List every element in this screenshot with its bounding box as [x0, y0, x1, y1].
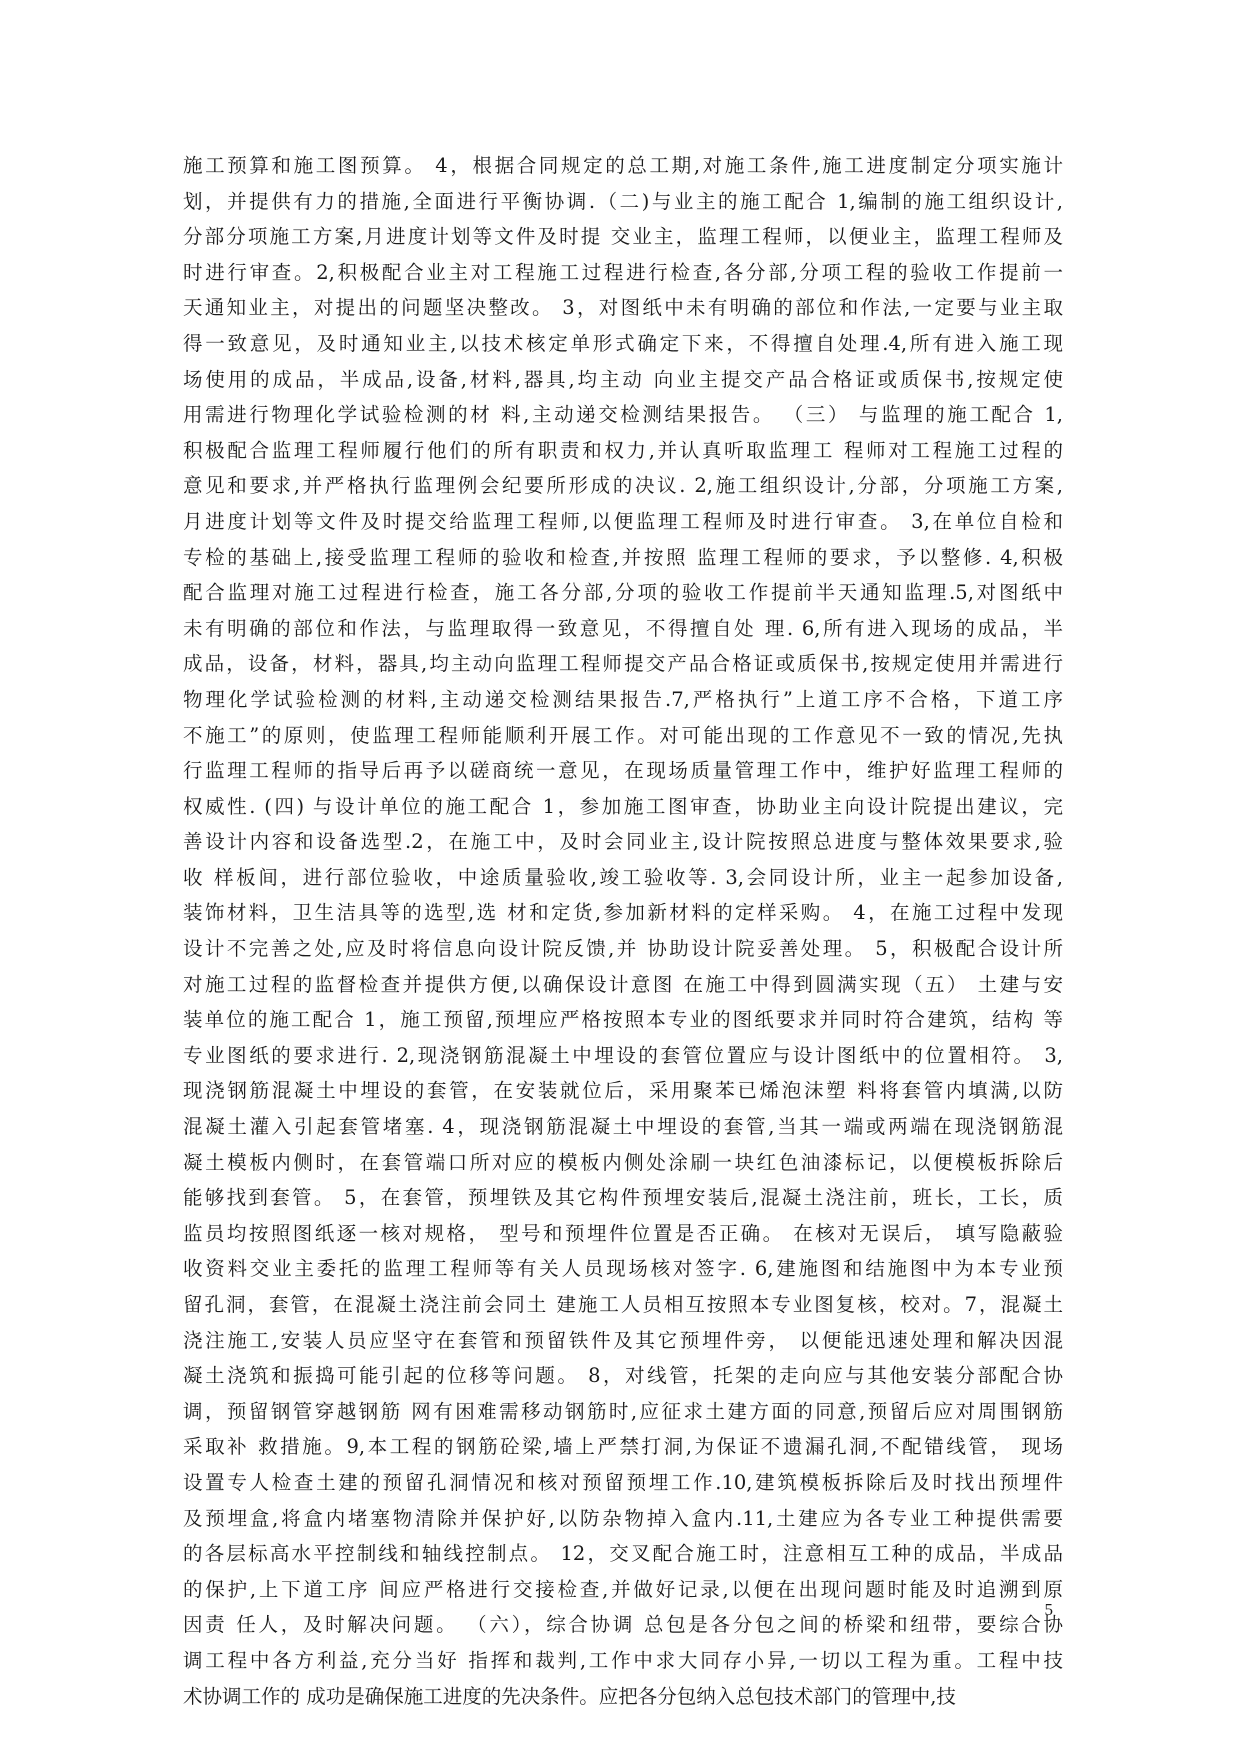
text-line: 现浇钢筋混凝土中埋设的套管，在安装就位后，采用聚苯已烯泡沫塑 料将套管内填满,以防: [183, 1079, 1063, 1103]
text-line: 时进行审查。2,积极配合业主对工程施工过程进行检查,各分部,分项工程的验收工作提前一: [183, 260, 1063, 284]
text-line: 物理化学试验检测的材料,主动递交检测结果报告.7,严格执行”上道工序不合格，下道工序: [183, 687, 1063, 711]
text-line: 得一致意见，及时通知业主,以技术核定单形式确定下来，不得擅自处理.4,所有进入施工现: [183, 331, 1063, 355]
text-line: 监员均按照图纸逐一核对规格， 型号和预埋件位置是否正确。 在核对无误后， 填写隐蔽验: [183, 1221, 1063, 1245]
text-line: 积极配合监理工程师履行他们的所有职责和权力,并认真听取监理工 程师对工程施工过程的: [183, 438, 1063, 462]
text-line: 混凝土灌入引起套管堵塞. 4，现浇钢筋混凝土中埋设的套管,当其一端或两端在现浇钢筋混: [183, 1115, 1063, 1139]
text-line: 天通知业主，对提出的问题坚决整改。 3，对图纸中未有明确的部位和作法,一定要与业主取: [183, 296, 1063, 320]
text-line: 场使用的成品，半成品,设备,材料,器具,均主动 向业主提交产品合格证或质保书,按规定使: [183, 367, 1063, 391]
text-line: 装饰材料，卫生洁具等的选型,选 材和定货,参加新材料的定样采购。 4，在施工过程中发现: [183, 901, 1063, 925]
text-line: 的各层标高水平控制线和轴线控制点。 12，交叉配合施工时，注意相互工种的成品，半成品: [183, 1542, 1063, 1566]
text-line: 设计不完善之处,应及时将信息向设计院反馈,并 协助设计院妥善处理。 5，积极配合设计所: [183, 937, 1063, 961]
text-line: 及预埋盒,将盒内堵塞物清除并保护好,以防杂物掉入盒内.11,土建应为各专业工种提供需要: [183, 1506, 1063, 1530]
text-line: 未有明确的部位和作法，与监理取得一致意见，不得擅自处 理. 6,所有进入现场的成品，半: [183, 616, 1063, 640]
text-line: 月进度计划等文件及时提交给监理工程师,以便监理工程师及时进行审查。 3,在单位自检和: [183, 509, 1063, 533]
text-line: 成品，设备，材料，器具,均主动向监理工程师提交产品合格证或质保书,按规定使用并需进行: [183, 652, 1063, 676]
text-line: 术协调工作的 成功是确保施工进度的先决条件。应把各分包纳入总包技术部门的管理中,技: [183, 1684, 956, 1708]
text-line: 收 样板间，进行部位验收，中途质量验收,竣工验收等. 3,会同设计所，业主一起参加设备,: [183, 865, 1063, 889]
text-line: 专检的基础上,接受监理工程师的验收和检查,并按照 监理工程师的要求，予以整修. 4,积极: [183, 545, 1063, 569]
text-line: 浇注施工,安装人员应坚守在套管和预留铁件及其它预埋件旁， 以便能迅速处理和解决因混: [183, 1328, 1063, 1352]
text-line: 不施工”的原则，使监理工程师能顺利开展工作。对可能出现的工作意见不一致的情况,先执: [183, 723, 1063, 747]
text-line: 因责 任人，及时解决问题。 （六），综合协调 总包是各分包之间的桥梁和纽带，要综合协: [183, 1613, 1063, 1637]
text-line: 行监理工程师的指导后再予以磋商统一意见，在现场质量管理工作中，维护好监理工程师的: [183, 759, 1063, 783]
text-line: 施工预算和施工图预算。 4，根据合同规定的总工期,对施工条件,施工进度制定分项实施计: [183, 154, 1063, 177]
page-number: 5: [1044, 1600, 1053, 1619]
text-line: 的保护,上下道工序 间应严格进行交接检查,并做好记录,以便在出现问题时能及时追溯到原: [183, 1577, 1063, 1601]
text-line: 划，并提供有力的措施,全面进行平衡协调.（二)与业主的施工配合 1,编制的施工组织设计,: [183, 189, 1063, 213]
text-line: 分部分项施工方案,月进度计划等文件及时提 交业主，监理工程师，以便业主，监理工程师及: [183, 225, 1063, 249]
text-line: 用需进行物理化学试验检测的材 料,主动递交检测结果报告。 （三） 与监理的施工配合 1,: [183, 403, 1063, 427]
text-line: 调，预留钢管穿越钢筋 网有困难需移动钢筋时,应征求土建方面的同意,预留后应对周围钢筋: [183, 1399, 1063, 1423]
text-line: 装单位的施工配合 1，施工预留,预埋应严格按照本专业的图纸要求并同时符合建筑，结构 等: [183, 1008, 1063, 1032]
text-line: 凝土浇筑和振捣可能引起的位移等问题。 8，对线管，托架的走向应与其他安装分部配合协: [183, 1364, 1063, 1388]
text-line: 设置专人检查土建的预留孔洞情况和核对预留预埋工作.10,建筑模板拆除后及时找出预埋件: [183, 1470, 1063, 1494]
text-line: 权威性. (四) 与设计单位的施工配合 1，参加施工图审查，协助业主向设计院提出建议，完: [183, 794, 1063, 818]
text-line: 能够找到套管。 5，在套管，预埋铁及其它构件预埋安装后,混凝土浇注前，班长，工长，质: [183, 1186, 1063, 1210]
text-line: 调工程中各方利益,充分当好 指挥和裁判,工作中求大同存小异,一切以工程为重。工程中技: [183, 1648, 1063, 1672]
text-line: 留孔洞，套管，在混凝土浇注前会同土 建施工人员相互按照本专业图复核，校对。7，混凝土: [183, 1293, 1063, 1316]
body-text: [183, 148, 1063, 1714]
text-line: 配合监理对施工过程进行检查，施工各分部,分项的验收工作提前半天通知监理.5,对图纸中: [183, 581, 1063, 605]
text-line: 对施工过程的监督检查并提供方便,以确保设计意图 在施工中得到圆满实现（五） 土建与安: [183, 972, 1063, 996]
text-line: 善设计内容和设备选型.2，在施工中，及时会同业主,设计院按照总进度与整体效果要求,验: [183, 830, 1063, 854]
text-line: 凝土模板内侧时，在套管端口所对应的模板内侧处涂刷一块红色油漆标记，以便模板拆除后: [183, 1150, 1063, 1174]
text-line: 收资料交业主委托的监理工程师等有关人员现场核对签字. 6,建施图和结施图中为本专业预: [183, 1257, 1063, 1281]
text-line: 专业图纸的要求进行. 2,现浇钢筋混凝土中埋设的套管位置应与设计图纸中的位置相符。 3,: [183, 1043, 1063, 1067]
text-line: 意见和要求,并严格执行监理例会纪要所形成的决议. 2,施工组织设计,分部，分项施工方案,: [183, 474, 1063, 498]
text-line: 采取补 救措施。9,本工程的钢筋砼梁,墙上严禁打洞,为保证不遗漏孔洞,不配错线管， 现场: [183, 1435, 1063, 1459]
